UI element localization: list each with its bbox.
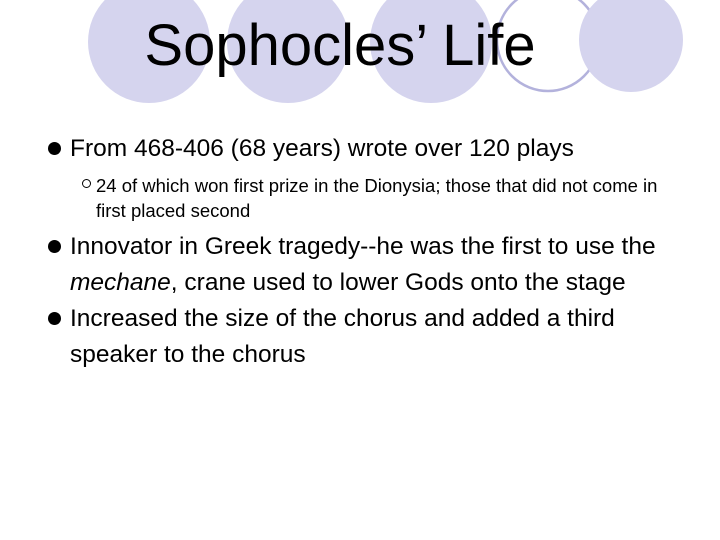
italic-term: mechane	[70, 269, 171, 296]
bullet-text-segment: Increased the size of the chorus and added a third speaker to the chorus	[70, 305, 615, 368]
bullet-item	[48, 131, 688, 167]
filled-bullet-icon	[48, 312, 61, 325]
bullet-list	[48, 131, 688, 373]
slide-title: Sophocles’ Life	[144, 13, 536, 78]
filled-bullet-icon	[48, 240, 61, 253]
bullet-text	[70, 301, 688, 373]
bullet-text-segment: From 468-406 (68 years) wrote over 120 plays	[70, 135, 574, 162]
bullet-text	[70, 229, 688, 301]
sub-bullet-item	[82, 173, 688, 223]
bullet-text-segment: 24 of which won first prize in the Dionysia; those that did not come in first placed second	[96, 175, 658, 221]
bullet-item	[48, 229, 688, 301]
bullet-text	[70, 131, 688, 167]
bullet-text-segment: , crane used to lower Gods onto the stage	[170, 269, 626, 296]
bullet-text-segment: Innovator in Greek tragedy--he was the first to use the	[70, 233, 656, 260]
hollow-bullet-icon	[82, 179, 91, 188]
bullet-text	[96, 173, 688, 223]
bullet-item	[48, 301, 688, 373]
filled-bullet-icon	[48, 142, 61, 155]
